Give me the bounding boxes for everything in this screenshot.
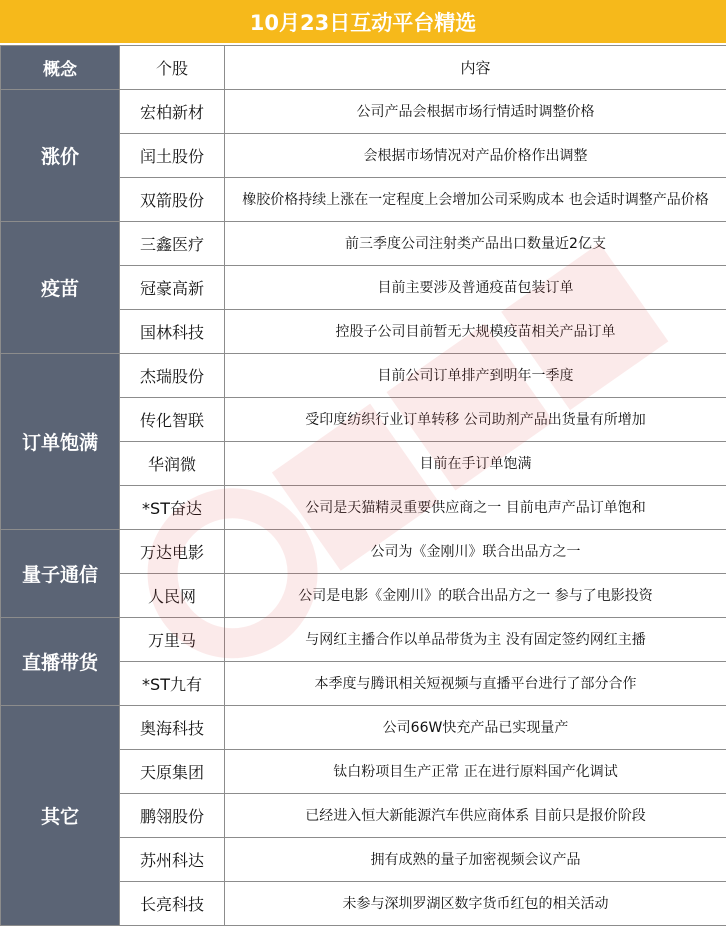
content-cell: 橡胶价格持续上涨在一定程度上会增加公司采购成本 也会适时调整产品价格 <box>225 178 726 222</box>
header-content: 内容 <box>225 46 726 90</box>
stock-cell: 万达电影 <box>120 530 225 574</box>
table-row <box>1 530 726 574</box>
concept-cell: 其它 <box>1 706 120 926</box>
table-body <box>1 90 726 926</box>
content-cell: 未参与深圳罗湖区数字货币红包的相关活动 <box>225 882 726 926</box>
content-cell: 已经进入恒大新能源汽车供应商体系 目前只是报价阶段 <box>225 794 726 838</box>
concept-cell: 疫苗 <box>1 222 120 354</box>
content-cell: 公司66W快充产品已实现量产 <box>225 706 726 750</box>
content-cell: 公司是天猫精灵重要供应商之一 目前电声产品订单饱和 <box>225 486 726 530</box>
stock-cell: 华润微 <box>120 442 225 486</box>
stock-cell: 苏州科达 <box>120 838 225 882</box>
stock-cell: 长亮科技 <box>120 882 225 926</box>
content-cell: 钛白粉项目生产正常 正在进行原料国产化调试 <box>225 750 726 794</box>
content-cell: 控股子公司目前暂无大规模疫苗相关产品订单 <box>225 310 726 354</box>
stock-cell: 双箭股份 <box>120 178 225 222</box>
header-row <box>1 46 726 90</box>
content-cell: 公司是电影《金刚川》的联合出品方之一 参与了电影投资 <box>225 574 726 618</box>
content-cell: 与网红主播合作以单品带货为主 没有固定签约网红主播 <box>225 618 726 662</box>
content-cell: 目前公司订单排产到明年一季度 <box>225 354 726 398</box>
stock-cell: 闰土股份 <box>120 134 225 178</box>
stock-cell: 三鑫医疗 <box>120 222 225 266</box>
page-title: 10月23日互动平台精选 <box>0 0 726 45</box>
stock-cell: 万里马 <box>120 618 225 662</box>
content-cell: 会根据市场情况对产品价格作出调整 <box>225 134 726 178</box>
stock-cell: 冠豪高新 <box>120 266 225 310</box>
content-cell: 受印度纺织行业订单转移 公司助剂产品出货量有所增加 <box>225 398 726 442</box>
stock-cell: 传化智联 <box>120 398 225 442</box>
stock-cell: 人民网 <box>120 574 225 618</box>
table-row <box>1 222 726 266</box>
stock-cell: 杰瑞股份 <box>120 354 225 398</box>
table-row <box>1 90 726 134</box>
content-cell: 前三季度公司注射类产品出口数量近2亿支 <box>225 222 726 266</box>
header-stock: 个股 <box>120 46 225 90</box>
concept-cell: 涨价 <box>1 90 120 222</box>
table-row <box>1 354 726 398</box>
stock-cell: 国林科技 <box>120 310 225 354</box>
header-concept: 概念 <box>1 46 120 90</box>
stock-cell: 宏柏新材 <box>120 90 225 134</box>
table-row <box>1 706 726 750</box>
content-cell: 公司产品会根据市场行情适时调整价格 <box>225 90 726 134</box>
table-row <box>1 618 726 662</box>
stock-cell: *ST九有 <box>120 662 225 706</box>
concept-cell: 订单饱满 <box>1 354 120 530</box>
content-cell: 本季度与腾讯相关短视频与直播平台进行了部分合作 <box>225 662 726 706</box>
stock-cell: 奥海科技 <box>120 706 225 750</box>
content-cell: 公司为《金刚川》联合出品方之一 <box>225 530 726 574</box>
content-cell: 拥有成熟的量子加密视频会议产品 <box>225 838 726 882</box>
stock-cell: 天原集团 <box>120 750 225 794</box>
selection-table <box>0 45 726 926</box>
content-cell: 目前主要涉及普通疫苗包装订单 <box>225 266 726 310</box>
stock-cell: *ST奋达 <box>120 486 225 530</box>
concept-cell: 直播带货 <box>1 618 120 706</box>
concept-cell: 量子通信 <box>1 530 120 618</box>
content-cell: 目前在手订单饱满 <box>225 442 726 486</box>
stock-cell: 鹏翎股份 <box>120 794 225 838</box>
